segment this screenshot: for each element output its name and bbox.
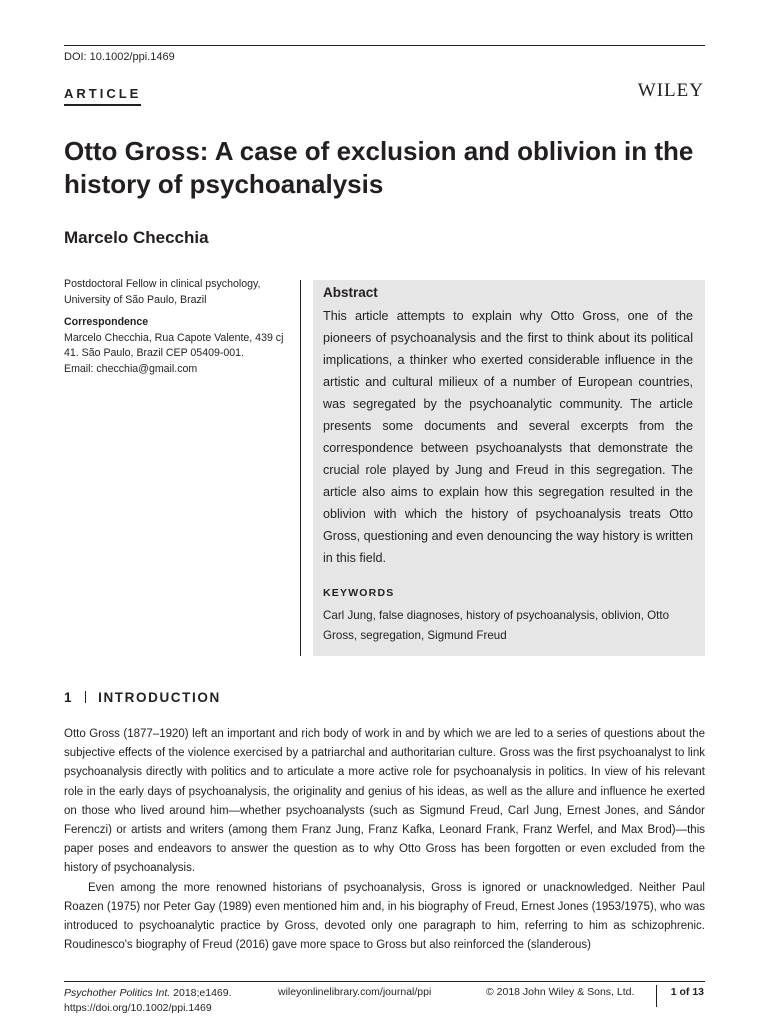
footer-journal-name: Psychother Politics Int. bbox=[64, 987, 171, 999]
footer-citation bbox=[64, 986, 232, 1016]
author-name: Marcelo Checchia bbox=[64, 228, 209, 247]
article-title: Otto Gross: A case of exclusion and oblivion in the history of psychoanalysis bbox=[64, 136, 694, 199]
keywords-heading: KEYWORDS bbox=[323, 587, 395, 599]
keywords-list: Carl Jung, false diagnoses, history of psychoanalysis, oblivion, Otto Gross, segregation, Sigmund Freud bbox=[323, 609, 670, 642]
correspondence-email: Email: checchia@gmail.com bbox=[64, 362, 198, 375]
wiley-logo: WILEY bbox=[637, 80, 704, 101]
footer-rule bbox=[64, 981, 705, 982]
affiliation-position: Postdoctoral Fellow in clinical psychology, University of São Paulo, Brazil bbox=[64, 278, 261, 306]
abstract-heading: Abstract bbox=[323, 285, 378, 300]
article-type-label: ARTICLE bbox=[64, 86, 141, 106]
header-rule bbox=[64, 45, 705, 46]
section-number: 1 bbox=[64, 690, 74, 705]
footer-divider bbox=[656, 985, 657, 1007]
header-doi: DOI: 10.1002/ppi.1469 bbox=[64, 51, 175, 63]
abstract-text: This article attempts to explain why Otto Gross, one of the pioneers of psychoanalysis and the first to think about its political implications, a thinker who exerted considerable influence in the artistic and cultural milieux of a number of European countries, was segregated by the psychoanalytic community. The article presents some documents and several excerpts from the correspondence between psychoanalysts that demonstrate the crucial role played by Jung and Freud in this segregation. The article also aims to explain how this segregation resulted in the oblivion with which the history of psychoanalysis treats Otto Gross, questioning and even denouncing the way history is written in this field. bbox=[323, 309, 693, 565]
section-divider bbox=[85, 691, 86, 703]
footer-copyright: © 2018 John Wiley & Sons, Ltd. bbox=[486, 986, 635, 998]
body-paragraph-2: Even among the more renowned historians of psychoanalysis, Gross is ignored or unacknowledged. Neither Paul Roazen (1975) nor Peter Gay (1989) even mentioned him and, in his biography of Freud, Ernest Jones (1953/1975), who was introduced to psychoanalytic practice by Gross, devoted only one paragraph to him, referring to him as schizophrenic. Roudinesco's biography of Freud (2016) gave more space to Gross but also reinforced the (slanderous) bbox=[64, 881, 705, 952]
page-number: 1 of 13 bbox=[670, 986, 704, 998]
correspondence-heading: Correspondence bbox=[64, 316, 149, 328]
section-title: INTRODUCTION bbox=[98, 690, 221, 705]
correspondence-address: Marcelo Checchia, Rua Capote Valente, 439 cj 41. São Paulo, Brazil CEP 05409-001. bbox=[64, 331, 284, 359]
footer-doi-link[interactable]: https://doi.org/10.1002/ppi.1469 bbox=[64, 1002, 212, 1014]
footer-citation-year: 2018;e1469. bbox=[170, 987, 232, 999]
section-heading bbox=[64, 690, 221, 705]
footer-site-link[interactable]: wileyonlinelibrary.com/journal/ppi bbox=[278, 986, 432, 998]
body-paragraph-1: Otto Gross (1877–1920) left an important and rich body of work in and by which we are led to a series of questions about the subjective effects of the violence exercised by a patriarchal and authoritarian culture. Gross was the first psychoanalyst to link psychoanalysis directly with politics and to articulate a more active role for psychoanalysis in politics. In view of his relevant role in the early days of psychoanalysis, the originality and genius of his ideas, as well as the allure and influence he exerted on those who lived around him—whether psychoanalysts (such as Sigmund Freud, Carl Jung, Ernest Jones, and Sándor Ferenczi) or artists and writers (among them Franz Jung, Franz Kafka, Leonard Frank, Franz Werfel, and Max Brod)—this paper poses and endeavors to answer the question as to why Otto Gross has been forgotten or even excluded from the history of psychoanalysis. bbox=[64, 728, 705, 875]
abstract-box bbox=[313, 280, 705, 656]
column-divider bbox=[300, 280, 301, 656]
body-text bbox=[64, 725, 705, 955]
affiliation-block bbox=[64, 277, 294, 377]
